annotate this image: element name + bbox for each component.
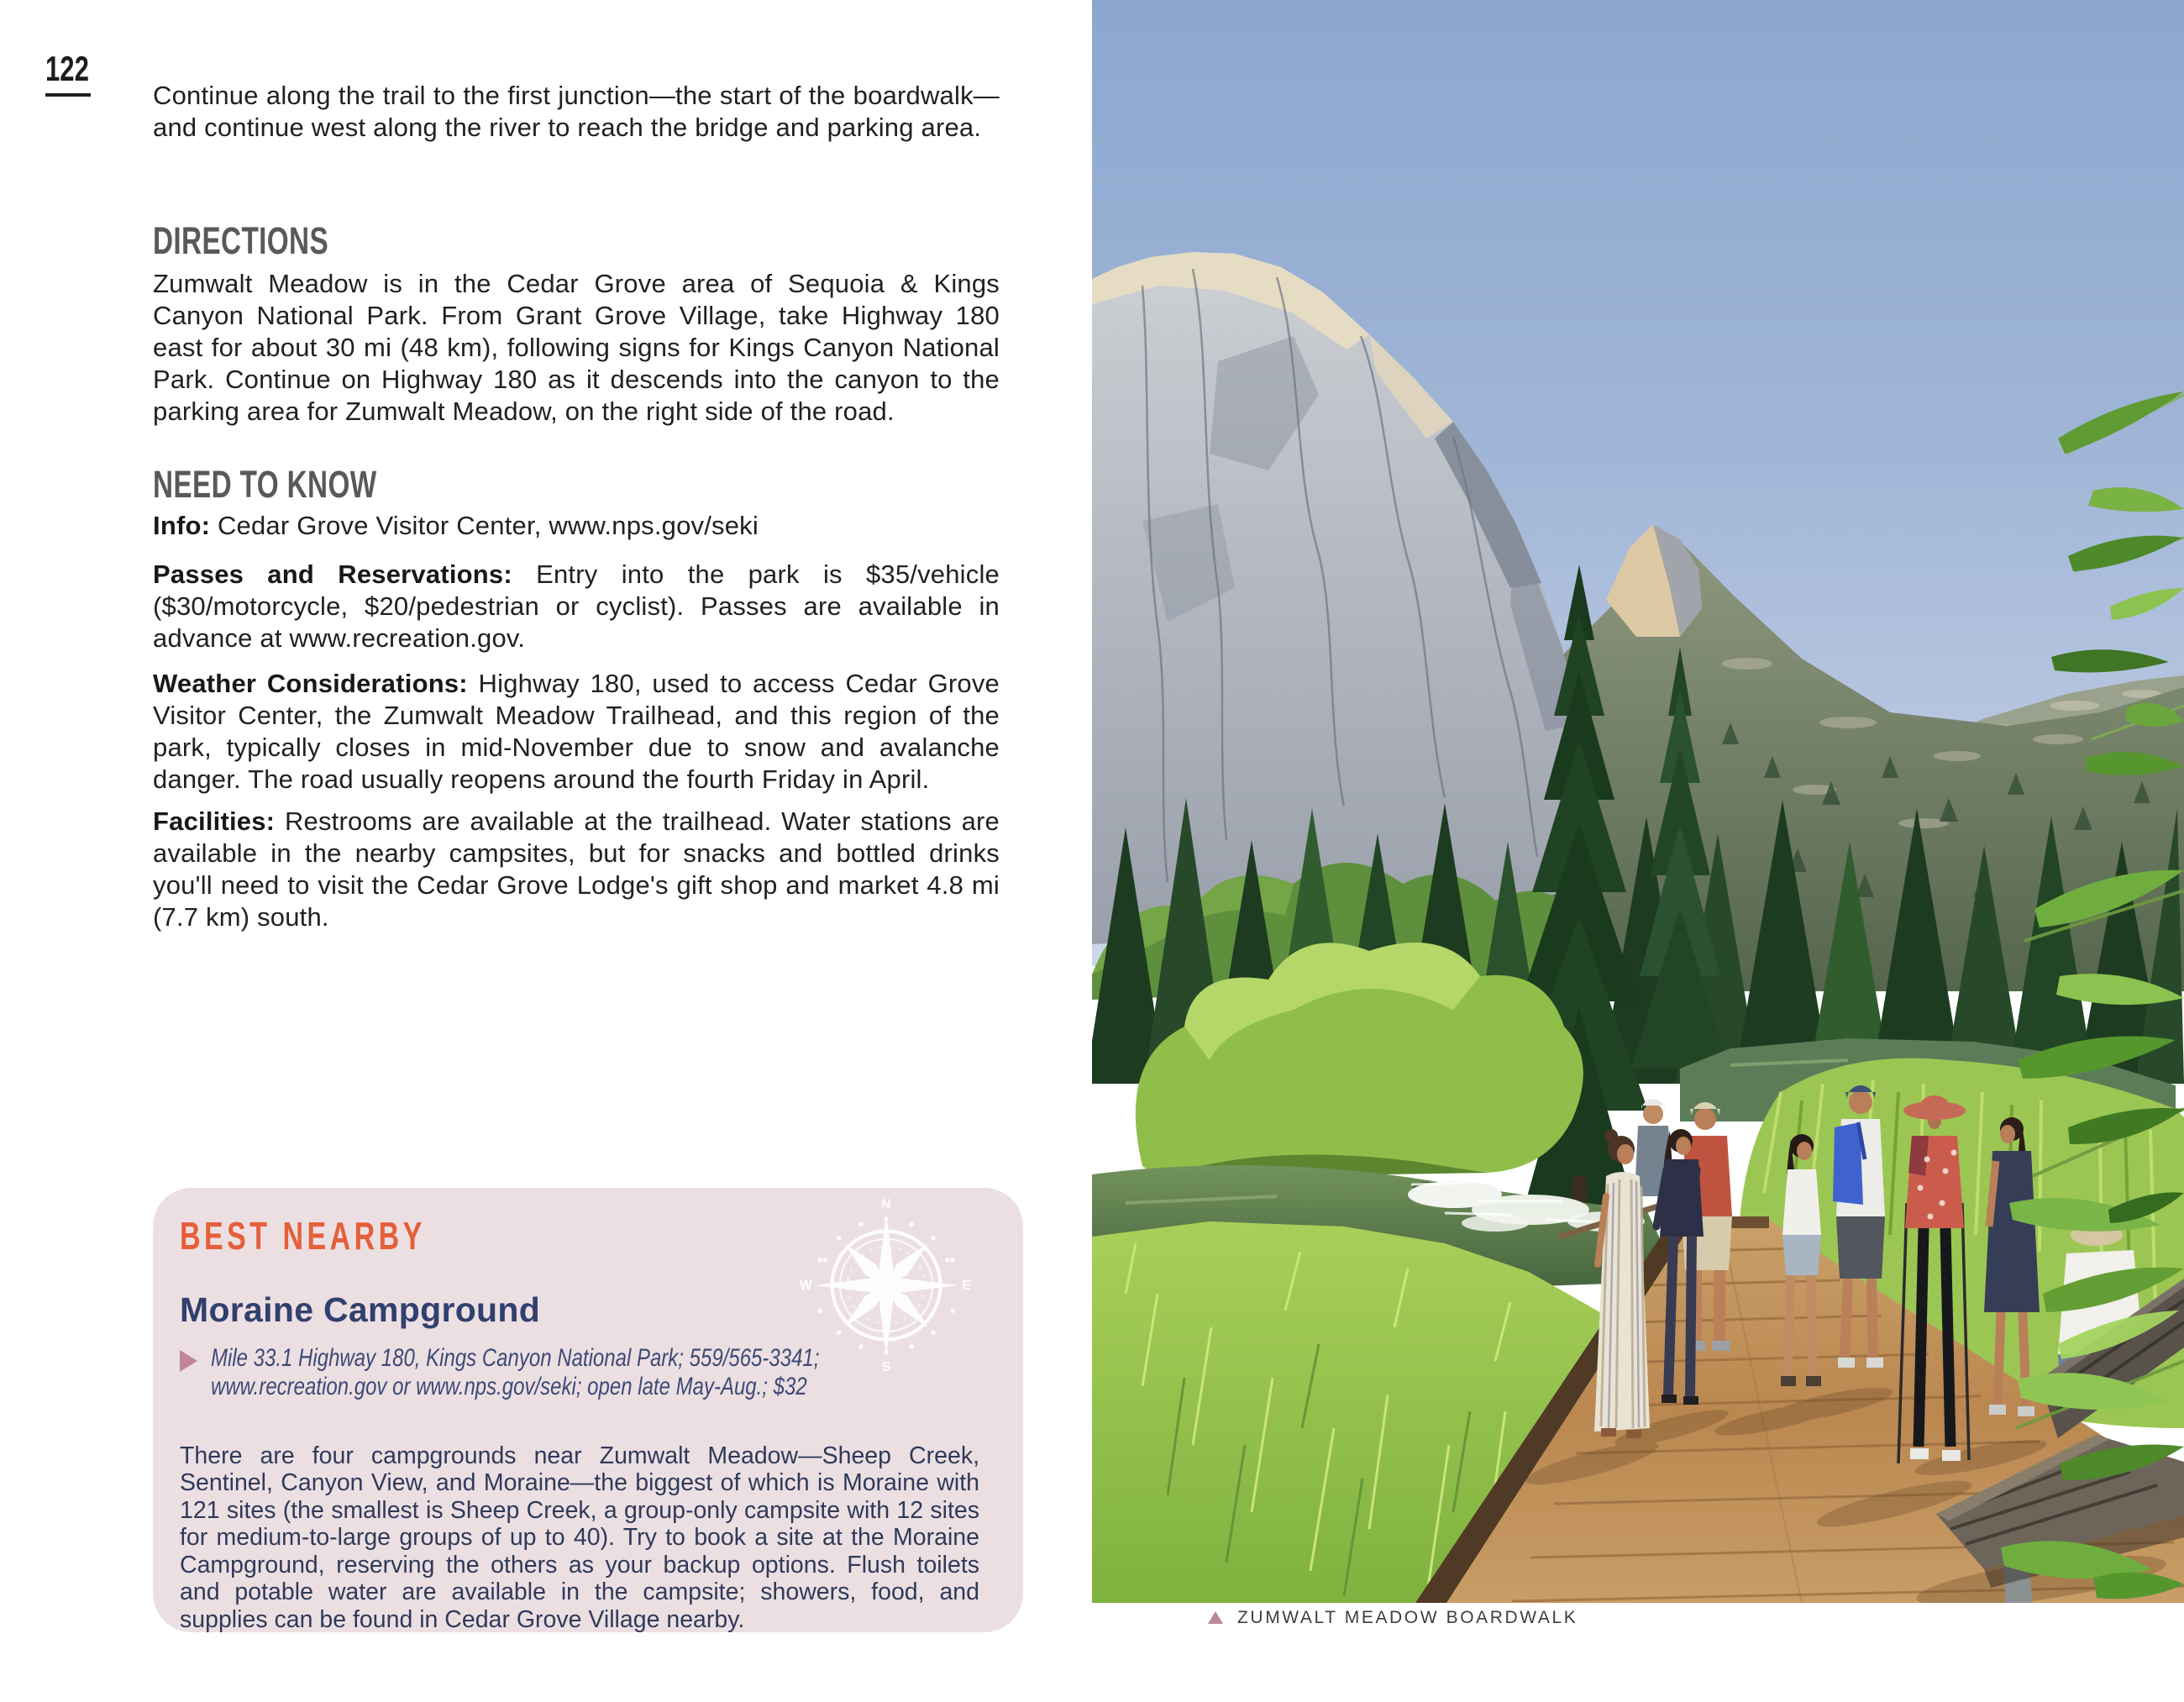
campground-address: Mile 33.1 Highway 180, Kings Canyon National Park; 559/565-3341; www.recreation.gov or www.nps.gov/seki; open late May-Aug.; $32 bbox=[211, 1344, 820, 1400]
triangle-bullet-icon bbox=[180, 1350, 197, 1372]
info-label: Info: bbox=[153, 511, 211, 540]
meadow-photo-illustration bbox=[1092, 0, 2184, 1603]
page-number-text: 122 bbox=[45, 49, 91, 97]
passes-label: Passes and Reservations: bbox=[153, 559, 512, 589]
meadow-photo bbox=[1092, 0, 2184, 1603]
campground-details bbox=[180, 1344, 972, 1401]
compass-s: S bbox=[881, 1359, 891, 1373]
best-nearby-paragraph: There are four campgrounds near Zumwalt Meadow—Sheep Creek, Sentinel, Canyon View, and Moraine—the biggest of which is Moraine with 121 sites (the smallest is Sheep Creek, a group-only campsite with 12 sites for medium-to-large groups of up to 40). Try to book a site at the Moraine Campground, reserving the others as your backup options. Flush toilets and potable water are available in the campsite; showers, food, and supplies can be found in Cedar Grove Village nearby. bbox=[180, 1442, 979, 1634]
facilities-label: Facilities: bbox=[153, 806, 276, 836]
caption-triangle-icon bbox=[1208, 1611, 1223, 1624]
passes-text: Entry into the park is $35/vehicle ($30/motorcycle, $20/pedestrian or cyclist). Passes are available in advance at www.recreation.gov. bbox=[153, 559, 1000, 653]
passes-item bbox=[153, 559, 1000, 654]
info-text: Cedar Grove Visitor Center, www.nps.gov/seki bbox=[217, 511, 759, 540]
directions-heading: DIRECTIONS bbox=[153, 219, 329, 263]
best-nearby-box bbox=[153, 1188, 1023, 1632]
need-to-know-heading: NEED TO KNOW bbox=[153, 463, 377, 507]
weather-label: Weather Considerations: bbox=[153, 669, 468, 698]
caption-text: ZUMWALT MEADOW BOARDWALK bbox=[1237, 1608, 1578, 1627]
weather-text: Highway 180, used to access Cedar Grove Visitor Center, the Zumwalt Meadow Trailhead, and this region of the park, typically closes in mid-November due to snow and avalanche danger. The road usually reopens around the fourth Friday in April. bbox=[153, 669, 1000, 794]
compass-w: W bbox=[799, 1279, 812, 1294]
facilities-item bbox=[153, 806, 1000, 933]
page-number bbox=[45, 49, 107, 97]
compass-n: N bbox=[881, 1198, 891, 1212]
info-item bbox=[153, 510, 1000, 542]
compass-e: E bbox=[962, 1279, 971, 1294]
directions-paragraph: Zumwalt Meadow is in the Cedar Grove area of Sequoia & Kings Canyon National Park. From Grant Grove Village, take Highway 180 east for about 30 mi (48 km), following signs for Kings Canyon National Park. Continue on Highway 180 as it descends into the canyon to the parking area for Zumwalt Meadow, on the right side of the road. bbox=[153, 269, 1000, 426]
best-nearby-heading: BEST NEARBY bbox=[180, 1214, 426, 1258]
photo-caption bbox=[1208, 1608, 1578, 1628]
weather-item bbox=[153, 668, 1000, 796]
intro-paragraph: Continue along the trail to the first junction—the start of the boardwalk—and continue west along the river to reach the bridge and parking area. bbox=[153, 81, 1000, 142]
campground-title: Moraine Campground bbox=[180, 1290, 541, 1329]
facilities-text: Restrooms are available at the trailhead. Water stations are available in the nearby campsites, but for snacks and bottled drinks you'll need to visit the Cedar Grove Lodge's gift shop and market 4.8 mi (7.7 km) south. bbox=[153, 806, 1000, 932]
